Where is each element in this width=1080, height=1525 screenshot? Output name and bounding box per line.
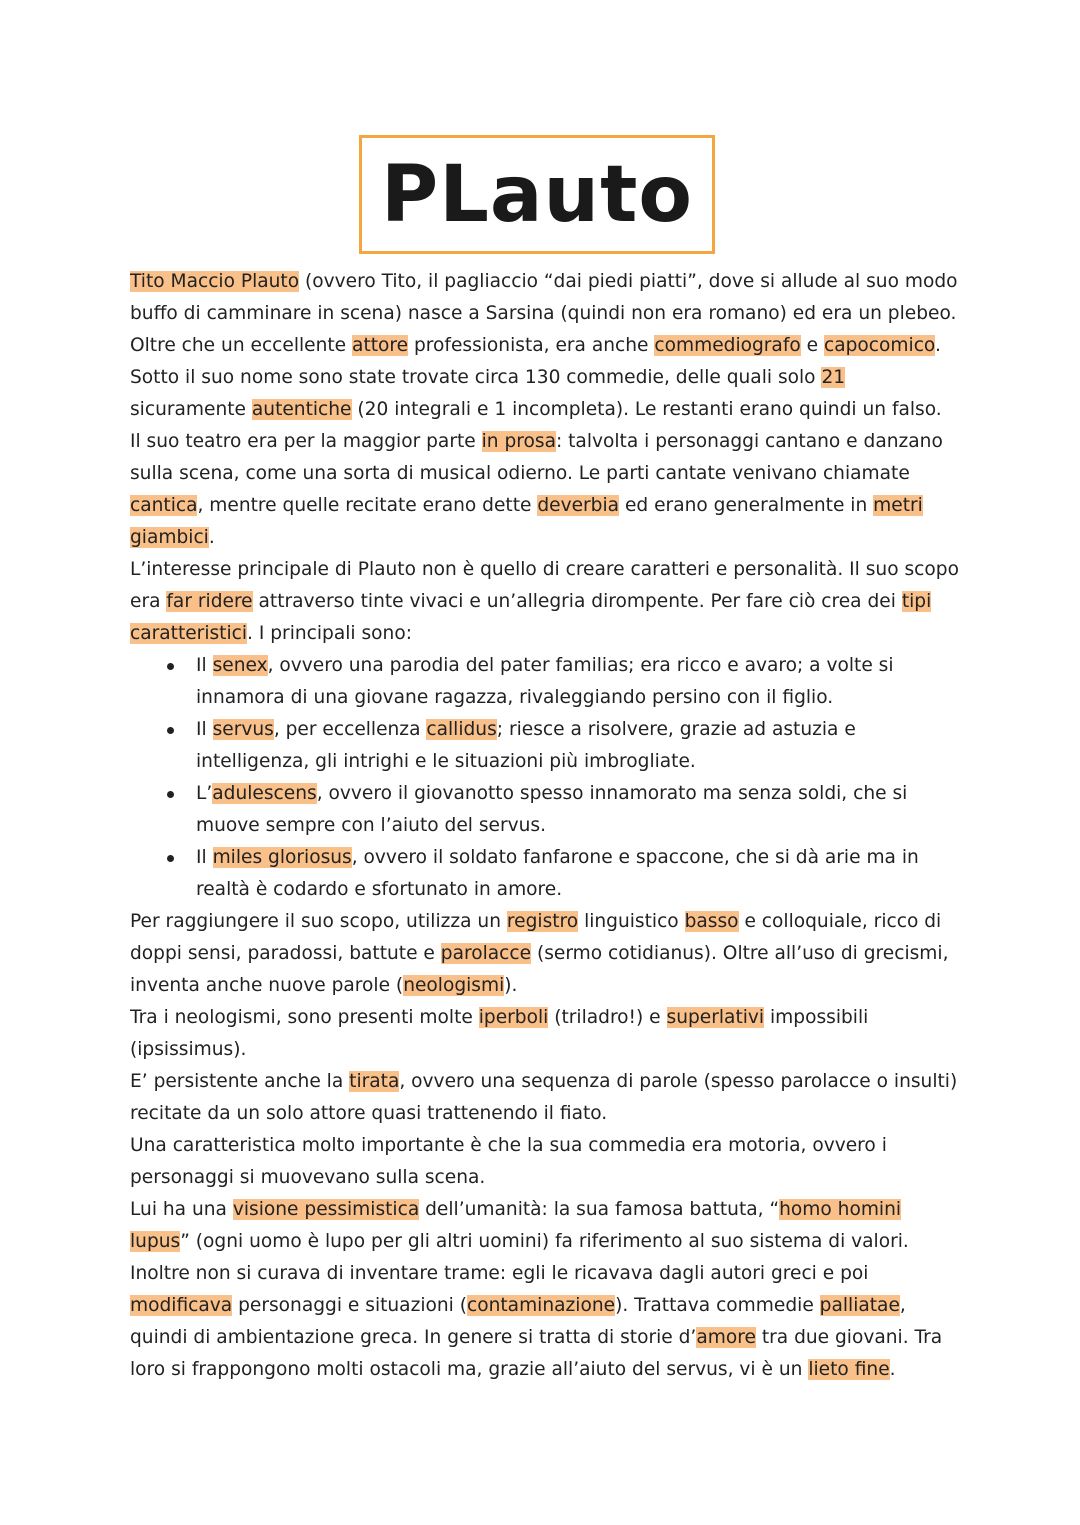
paragraph-language <box>130 906 960 1002</box>
text: Inoltre non si curava di inventare trame: egli le ricavava dagli autori greci e poi <box>130 1263 869 1284</box>
list-item <box>196 842 960 906</box>
highlight: iperboli <box>478 1007 549 1028</box>
text: (ovvero Tito, il pagliaccio “dai piedi piatti”, dove si allude al suo modo buffo di camminare in scena) nasce a Sarsina (quindi non era romano) ed era un plebeo. Oltre che un eccellente <box>130 271 958 356</box>
paragraph-vision <box>130 1194 960 1258</box>
text: . <box>208 527 215 548</box>
paragraph-tirata <box>130 1066 960 1130</box>
character-types-list <box>130 650 960 906</box>
highlight: superlativi <box>666 1007 765 1028</box>
text: ed erano generalmente in <box>619 495 874 516</box>
text: Tra i neologismi, sono presenti molte <box>130 1007 479 1028</box>
highlight: visione pessimistica <box>232 1199 420 1220</box>
text: , mentre quelle recitate erano dette <box>197 495 538 516</box>
text: Il <box>196 847 213 868</box>
text: , ovvero una parodia del pater familias; era ricco e avaro; a volte si innamora di una giovane ragazza, rivaleggiando persino con il figlio. <box>196 655 894 708</box>
highlight: parolacce <box>440 943 532 964</box>
list-item <box>196 778 960 842</box>
text: Il <box>196 719 213 740</box>
highlight: commediografo <box>654 335 801 356</box>
highlight: metri giambici <box>130 495 923 548</box>
highlight: modificava <box>130 1295 233 1316</box>
highlight: homo homini lupus <box>130 1199 902 1252</box>
paragraph-intro <box>130 266 960 362</box>
paragraph-works <box>130 362 960 426</box>
text: dell’umanità: la sua famosa battuta, “ <box>419 1199 780 1220</box>
highlight: tirata <box>349 1071 400 1092</box>
text: (triladro!) e <box>548 1007 667 1028</box>
text: professionista, era anche <box>408 335 655 356</box>
text: E’ persistente anche la <box>130 1071 350 1092</box>
text: ” (ogni uomo è lupo per gli altri uomini) fa riferimento al suo sistema di valori. <box>180 1231 909 1252</box>
text: , per eccellenza <box>273 719 427 740</box>
text: . I principali sono: <box>247 623 412 644</box>
highlight: callidus <box>426 719 497 740</box>
text: . <box>889 1359 896 1380</box>
highlight: 21 <box>821 367 846 388</box>
paragraph-interest <box>130 554 960 650</box>
highlight: capocomico <box>824 335 935 356</box>
text: Lui ha una <box>130 1199 233 1220</box>
highlight: attore <box>352 335 409 356</box>
text: ; riesce a risolvere, grazie ad astuzia e intelligenza, gli intrighi e le situazioni più imbrogliate. <box>196 719 856 772</box>
highlight: far ridere <box>166 591 253 612</box>
text: e <box>800 335 825 356</box>
text: (20 integrali e 1 incompleta). Le restanti erano quindi un falso. <box>351 399 942 420</box>
text: , quindi di ambientazione greca. In genere si tratta di storie d’ <box>130 1295 906 1348</box>
text: personaggi e situazioni ( <box>232 1295 467 1316</box>
highlight: autentiche <box>251 399 352 420</box>
highlight: palliatae <box>819 1295 900 1316</box>
highlight: servus <box>212 719 274 740</box>
text: L’ <box>196 783 213 804</box>
highlight: amore <box>696 1327 756 1348</box>
page-title: PLauto <box>381 149 693 240</box>
text: impossibili (ipsissimus). <box>130 1007 869 1060</box>
text: linguistico <box>578 911 685 932</box>
highlight: Tito Maccio Plauto <box>130 271 300 292</box>
paragraph-motoria <box>130 1130 960 1194</box>
highlight: basso <box>684 911 739 932</box>
text: L’interesse principale di Plauto non è quello di creare caratteri e personalità. Il suo scopo era <box>130 559 959 612</box>
text: Per raggiungere il suo scopo, utilizza un <box>130 911 507 932</box>
text: ). <box>504 975 518 996</box>
highlight: in prosa <box>481 431 556 452</box>
text: sicuramente <box>130 399 252 420</box>
text: tra due giovani. Tra loro si frappongono molti ostacoli ma, grazie all’aiuto del servus, vi è un <box>130 1327 943 1380</box>
text: Una caratteristica molto importante è che la sua commedia era motoria, ovvero i personaggi si muovevano sulla scena. <box>130 1135 887 1188</box>
text: , ovvero il soldato fanfarone e spaccone, che si dà arie ma in realtà è codardo e sfortunato in amore. <box>196 847 919 900</box>
highlight: adulescens <box>212 783 317 804</box>
paragraph-neologisms <box>130 1002 960 1066</box>
text: , ovvero il giovanotto spesso innamorato ma senza soldi, che si muove sempre con l’aiuto del servus. <box>196 783 908 836</box>
text: attraverso tinte vivaci e un’allegria dirompente. Per fare ciò crea dei <box>252 591 902 612</box>
highlight: registro <box>506 911 579 932</box>
text: e colloquiale, ricco di doppi sensi, paradossi, battute e <box>130 911 942 964</box>
text: ). Trattava commedie <box>615 1295 820 1316</box>
title-box <box>359 135 715 254</box>
highlight: neologismi <box>403 975 505 996</box>
list-item <box>196 714 960 778</box>
text: , ovvero una sequenza di parole (spesso parolacce o insulti) recitate da un solo attore quasi trattenendo il fiato. <box>130 1071 958 1124</box>
list-item <box>196 650 960 714</box>
highlight: miles gloriosus <box>212 847 352 868</box>
text: . <box>934 335 941 356</box>
document-body <box>130 266 960 1386</box>
highlight: cantica <box>130 495 198 516</box>
text: Sotto il suo nome sono state trovate circa 130 commedie, delle quali solo <box>130 367 822 388</box>
highlight: lieto fine <box>808 1359 890 1380</box>
text: (sermo cotidianus). Oltre all’uso di grecismi, inventa anche nuove parole ( <box>130 943 949 996</box>
text: Il suo teatro era per la maggior parte <box>130 431 482 452</box>
highlight: deverbia <box>537 495 620 516</box>
highlight: contaminazione <box>467 1295 616 1316</box>
highlight: senex <box>212 655 268 676</box>
text: Il <box>196 655 213 676</box>
text: : talvolta i personaggi cantano e danzano sulla scena, come una sorta di musical odierno. Le parti cantate venivano chiamate <box>130 431 943 484</box>
paragraph-plots <box>130 1258 960 1386</box>
paragraph-theatre <box>130 426 960 554</box>
highlight: tipi caratteristici <box>130 591 932 644</box>
